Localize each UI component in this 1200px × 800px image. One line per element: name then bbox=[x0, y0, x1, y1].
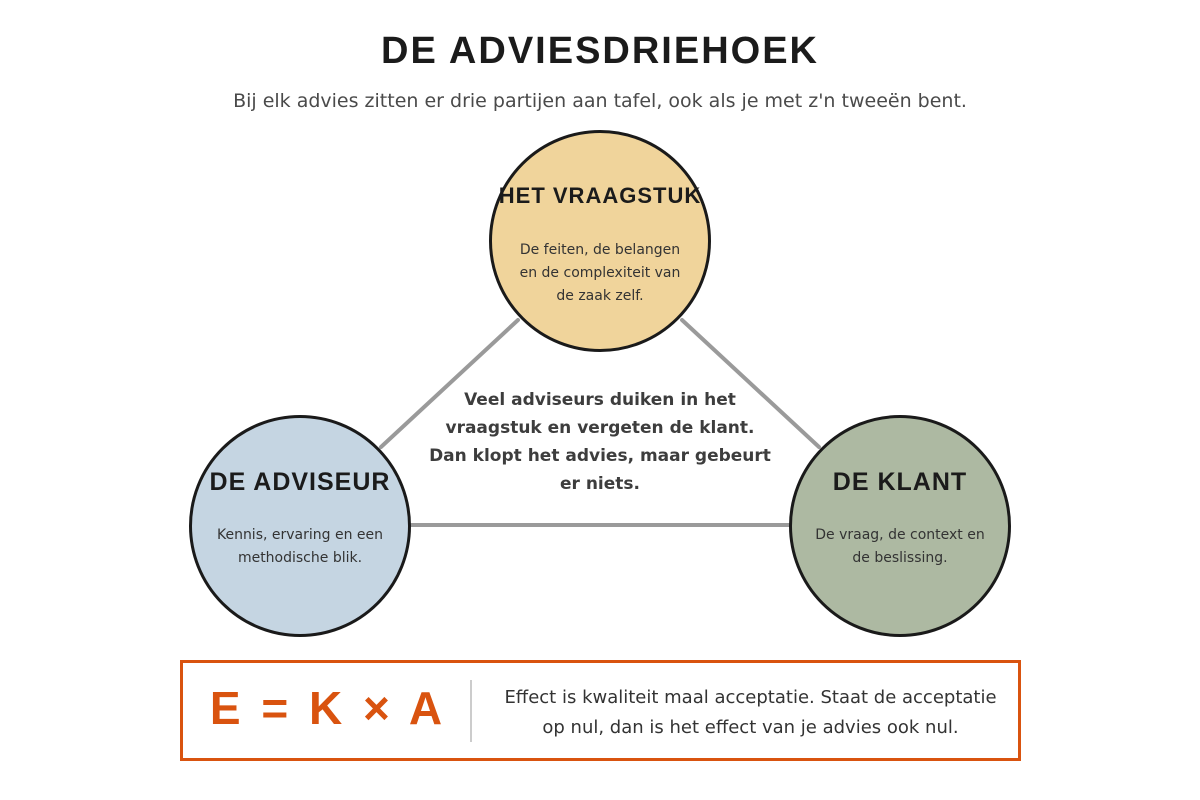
page-title: DE ADVIESDRIEHOEK bbox=[381, 30, 819, 72]
center-note: Veel adviseurs duiken in het vraagstuk en vergeten de klant. Dan klopt het advies, maar gebeurt er niets. bbox=[429, 390, 771, 494]
formula-explanation: Effect is kwaliteit maal acceptatie. Staat de acceptatie op nul, dan is het effect van je advies ook nul. bbox=[504, 687, 997, 738]
node-klant bbox=[789, 415, 1011, 637]
node-klant-title: DE KLANT bbox=[832, 468, 968, 496]
node-adviseur-title: DE ADVISEUR bbox=[209, 468, 391, 496]
formula-expression: E = K × A bbox=[209, 682, 447, 734]
node-vraagstuk bbox=[489, 130, 711, 352]
formula-divider bbox=[470, 680, 472, 742]
node-vraagstuk-title: HET VRAAGSTUK bbox=[498, 183, 702, 208]
formula-box bbox=[180, 660, 1021, 761]
node-adviseur bbox=[189, 415, 411, 637]
node-klant-description: De vraag, de context en de beslissing. bbox=[815, 527, 985, 566]
page-subtitle: Bij elk advies zitten er drie partijen aan tafel, ook als je met z'n tweeën bent. bbox=[233, 90, 967, 112]
node-adviseur-description: Kennis, ervaring en een methodische blik. bbox=[216, 527, 384, 566]
node-vraagstuk-description: De feiten, de belangen en de complexiteit van de zaak zelf. bbox=[519, 242, 681, 304]
